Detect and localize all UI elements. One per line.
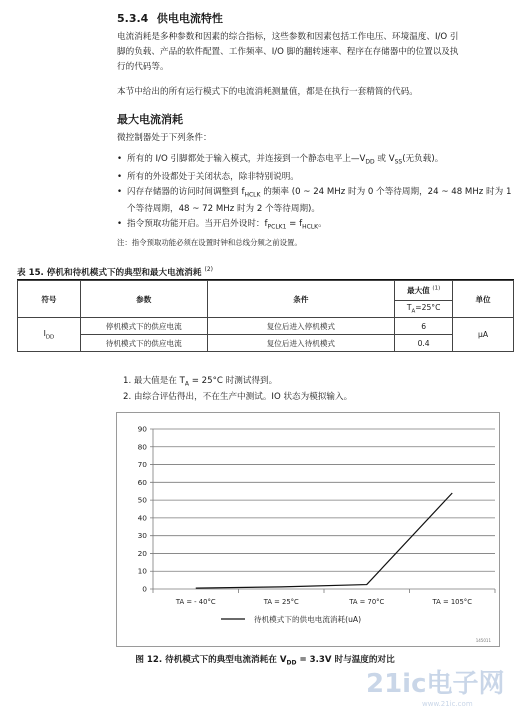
subsection-title: 最大电流消耗 [117,113,183,126]
watermark-text: 21ic电子网 [366,669,505,699]
cell-parameter: 停机模式下的供应电流 [80,318,207,335]
y-tick-label: 20 [137,548,147,558]
header-parameter: 参数 [80,281,207,318]
cell-condition: 复位后进入停机模式 [207,318,395,335]
y-tick-label: 50 [137,495,147,505]
conditions-list [117,152,512,235]
table-row [18,335,514,352]
intro-paragraph [117,30,507,75]
header-unit: 单位 [453,281,514,318]
note-text: 注：指令预取功能必须在设置时钟和总线分频之前设置。 [117,238,302,247]
footnote-2: 2. 由综合评估得出，不在生产中测试。IO 状态为模拟输入。 [123,392,353,402]
y-tick-label: 90 [137,424,147,434]
x-tick-label: TA = 70°C [349,598,385,606]
y-tick-label: 0 [142,584,147,594]
chart-grid [150,429,495,593]
watermark-url: www.21ic.com [422,700,473,708]
condition-item-prefetch: • 指令预取功能开启。当开启外设时：$f_{PCLK1} = f_{HCLK}$。 [117,217,512,235]
chart-series [196,493,453,588]
header-symbol: 符号 [18,281,81,318]
y-tick-label: 40 [137,513,147,523]
condition-item-io: • 所有的 I/O 引脚都处于输入模式，并连接到一个静态电平上$—V_{DD}$ 或 $V_{SS}$(无负载)。 [117,152,512,170]
conditions-intro: 微控制器处于下列条件： [117,133,212,143]
y-tick-label: 80 [137,442,147,452]
header-max: 最大值 $^{(1)}$ [395,281,453,301]
section-title: 供电电流特性 [156,12,223,25]
section-heading [117,10,223,26]
table-title: 表 15. 停机和待机模式下的典型和最大电流消耗 $^{(2)}$ [17,266,213,278]
table-row [18,318,514,335]
temperature-current-chart [117,413,501,648]
intro-line-1: 电流消耗是多种参数和因素的综合指标，这些参数和因素包括工作电压、环境温度、I/O 引 [117,32,459,42]
y-tick-label: 30 [137,531,147,541]
watermark-logo [362,662,522,710]
header-condition: 条件 [207,281,395,318]
x-tick-label: TA = - 40°C [175,598,216,606]
y-tick-label: 60 [137,477,147,487]
measure-paragraph: 本节中给出的所有运行模式下的电流消耗测量值，都是在执行一套精简的代码。 [117,87,418,97]
header-ta: $T_A=25^\circ C$ [395,301,453,318]
chart-x-ticks [175,598,472,606]
cell-symbol: $I_{DD}$ [18,318,81,352]
current-consumption-table [17,280,514,352]
intro-line-3: 行的代码等。 [117,62,169,72]
condition-item-flash: • 闪存存储器的访问时间调整到 $f_{HCLK}$ 的频率 (0 ~ 24 MHz 时为 0 个等待周期，24 ~ 48 MHz 时为 1 个等待周期，48 ~ 72 MHz 时为 2 个等待周期)。 [117,185,512,218]
figure-caption: 图 12. 待机模式下的典型电流消耗在 $V_{DD} = 3.3V$ 时与温度的对比 [135,655,395,667]
y-tick-label: 10 [137,566,147,576]
x-tick-label: TA = 105°C [432,598,472,606]
cell-parameter: 待机模式下的供应电流 [80,335,207,352]
condition-item-peripherals: • 所有的外设都处于关闭状态，除非特别说明。 [117,170,512,185]
cell-condition: 复位后进入待机模式 [207,335,395,352]
legend-label: 待机模式下的供电电流消耗(uA) [254,615,362,624]
table-title-sup: (2) [204,266,213,274]
figure-code: 145011 [475,638,491,643]
series-line [196,493,453,588]
chart-y-ticks [138,425,148,594]
cell-unit: μA [453,318,514,352]
cell-max: 0.4 [395,335,453,352]
chart-frame [116,412,500,647]
cell-max: 6 [395,318,453,335]
y-tick-label: 70 [137,460,147,470]
x-tick-label: TA = 25°C [263,598,299,606]
intro-line-2: 脚的负载、产品的软件配置、工作频率、I/O 脚的翻转速率、程序在存储器中的位置以及执 [117,47,459,57]
section-number: 5.3.4 [117,12,149,25]
footnote-1: 1. 最大值是在 $T_A = 25^\circ C$ 时测试得到。 [123,376,278,388]
